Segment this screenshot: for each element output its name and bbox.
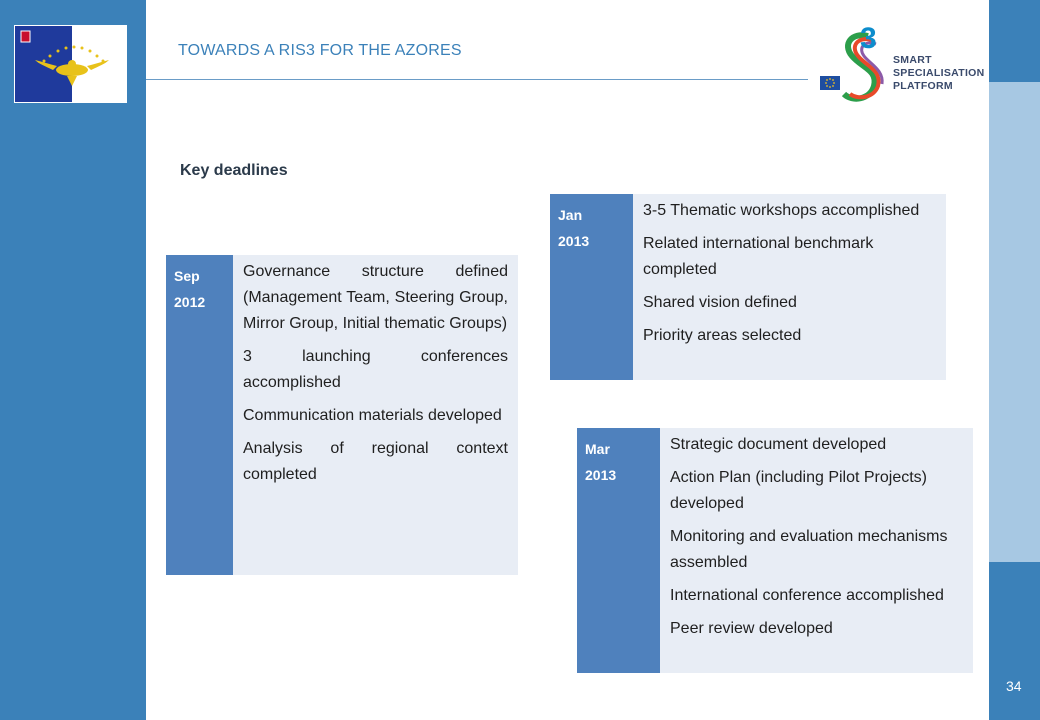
deadline-item: 3-5 Thematic workshops accomplished (643, 202, 920, 219)
deadline-month: Jan (558, 207, 583, 223)
deadline-item: Strategic document developed (670, 436, 887, 453)
deadline-date (550, 194, 633, 380)
deadline-year: 2012 (174, 294, 206, 310)
deadline-date (166, 255, 233, 575)
deadline-item: 3 launching conferences accomplished (243, 348, 508, 391)
deadline-item: Communication materials developed (243, 407, 502, 424)
deadline-item: International conference accomplished (670, 587, 944, 604)
deadline-item: Monitoring and evaluation mechanisms assembled (670, 528, 948, 571)
deadline-block-sep-2012 (166, 255, 518, 575)
logo-line-3: PLATFORM (893, 80, 953, 92)
logo-wordmark (893, 54, 985, 93)
deadline-item: Priority areas selected (643, 327, 802, 344)
right-band-bottom (989, 562, 1040, 720)
deadline-item: Analysis of regional context completed (243, 440, 508, 483)
right-band-top (989, 0, 1040, 82)
right-band-middle (989, 82, 1040, 562)
flag-emblem-icon (15, 26, 128, 104)
logo-line-1: SMART (893, 54, 932, 66)
section-title: Key deadlines (180, 162, 288, 179)
deadline-date (577, 428, 660, 673)
deadline-year: 2013 (585, 467, 617, 483)
deadline-block-mar-2013 (577, 428, 973, 673)
azores-flag (14, 25, 127, 103)
deadline-month: Mar (585, 441, 610, 457)
logo-numeral: 3 (860, 22, 877, 55)
deadline-item: Peer review developed (670, 620, 833, 637)
deadline-year: 2013 (558, 233, 590, 249)
deadline-month: Sep (174, 268, 200, 284)
deadline-item: Related international benchmark completed (643, 235, 874, 278)
header-title: TOWARDS A RIS3 FOR THE AZORES (178, 42, 462, 59)
deadline-item: Action Plan (including Pilot Projects) developed (670, 469, 928, 512)
page-number: 34 (1006, 678, 1022, 694)
deadline-item: Shared vision defined (643, 294, 797, 311)
deadline-items (660, 428, 973, 673)
deadline-items (633, 194, 946, 380)
deadline-block-jan-2013 (550, 194, 946, 380)
left-side-band (0, 0, 146, 720)
deadline-items (233, 255, 518, 575)
header-divider (146, 79, 808, 80)
logo-line-2: SPECIALISATION (893, 67, 985, 79)
deadline-item: Governance structure defined (Management Team, Steering Group, Mirror Group, Initial thematic Groups) (243, 263, 508, 332)
